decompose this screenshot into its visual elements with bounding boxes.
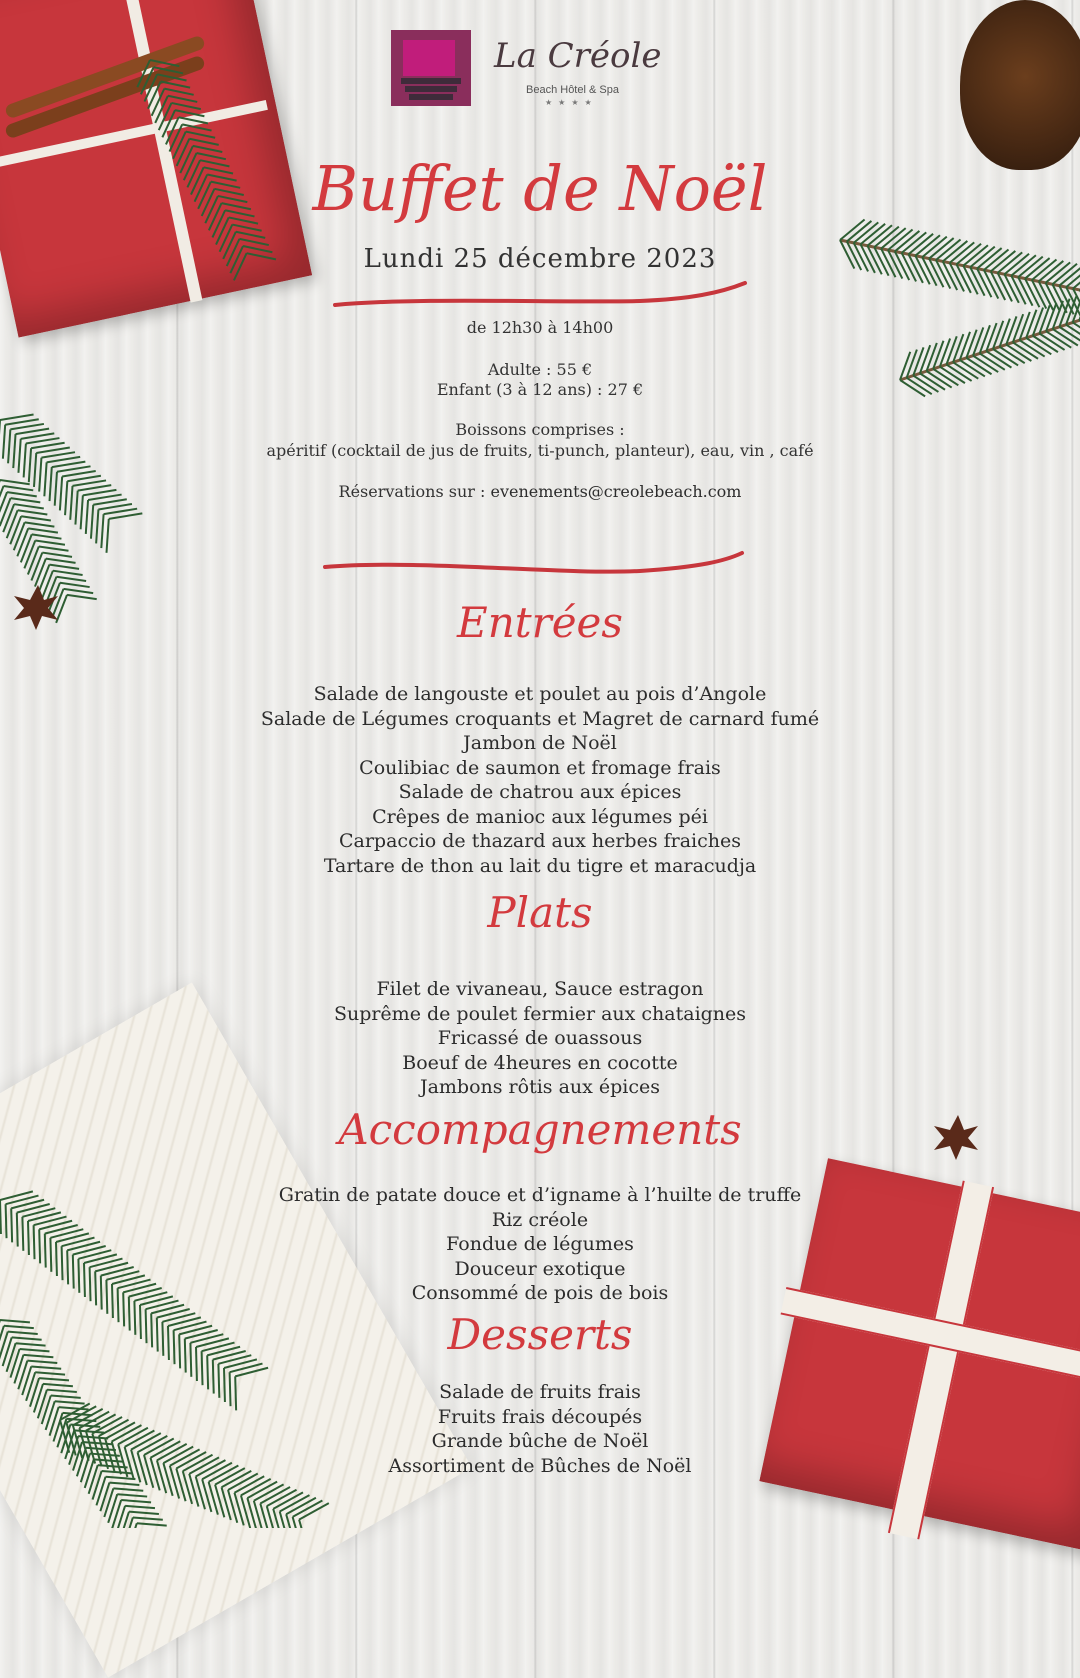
list-item: Fondue de légumes (0, 1232, 1080, 1257)
list-item: Suprême de poulet fermier aux chataignes (0, 1002, 1080, 1027)
section-title-entrees: Entrées (0, 598, 1080, 647)
list-item: Fricassé de ouassous (0, 1026, 1080, 1051)
event-date: Lundi 25 décembre 2023 (0, 244, 1080, 274)
section-title-accompagnements: Accompagnements (0, 1105, 1080, 1154)
list-item: Douceur exotique (0, 1257, 1080, 1282)
list-item: Tartare de thon au lait du tigre et maracudja (0, 854, 1080, 879)
list-item: Jambon de Noël (0, 731, 1080, 756)
brand-name: La Créole (494, 36, 662, 76)
list-item: Carpaccio de thazard aux herbes fraiches (0, 829, 1080, 854)
accompagnements-list (0, 1183, 1080, 1306)
list-item: Coulibiac de saumon et fromage frais (0, 756, 1080, 781)
list-item: Assortiment de Bûches de Noël (0, 1454, 1080, 1479)
brand-subtitle: Beach Hôtel & Spa (526, 84, 619, 96)
reservation-line (0, 482, 1080, 502)
drinks-title: Boissons comprises : (0, 420, 1080, 440)
list-item: Filet de vivaneau, Sauce estragon (0, 977, 1080, 1002)
event-title: Buffet de Noël (0, 152, 1080, 225)
brand-stars: ★★★★ (545, 98, 598, 107)
price-child: Enfant (3 à 12 ans) : 27 € (0, 380, 1080, 400)
list-item: Salade de chatrou aux épices (0, 780, 1080, 805)
logo-mark (391, 30, 471, 106)
decorative-divider-bottom (0, 545, 1080, 595)
reservation-email[interactable]: evenements@creolebeach.com (490, 482, 741, 501)
section-title-plats: Plats (0, 888, 1080, 937)
list-item: Fruits frais découpés (0, 1405, 1080, 1430)
list-item: Riz créole (0, 1208, 1080, 1233)
list-item: Boeuf de 4heures en cocotte (0, 1051, 1080, 1076)
section-title-desserts: Desserts (0, 1310, 1080, 1359)
list-item: Crêpes de manioc aux légumes péi (0, 805, 1080, 830)
list-item: Grande bûche de Noël (0, 1429, 1080, 1454)
entrees-list (0, 682, 1080, 878)
list-item: Jambons rôtis aux épices (0, 1075, 1080, 1100)
list-item: Salade de Légumes croquants et Magret de carnard fumé (0, 707, 1080, 732)
list-item: Salade de langouste et poulet au pois d’Angole (0, 682, 1080, 707)
price-adult: Adulte : 55 € (0, 360, 1080, 380)
drinks-list: apéritif (cocktail de jus de fruits, ti-punch, planteur), eau, vin , café (0, 441, 1080, 461)
plats-list (0, 977, 1080, 1100)
list-item: Consommé de pois de bois (0, 1281, 1080, 1306)
reservation-label: Réservations sur : (339, 482, 491, 501)
desserts-list (0, 1380, 1080, 1478)
event-hours: de 12h30 à 14h00 (0, 318, 1080, 338)
list-item: Salade de fruits frais (0, 1380, 1080, 1405)
list-item: Gratin de patate douce et d’igname à l’huilte de truffe (0, 1183, 1080, 1208)
